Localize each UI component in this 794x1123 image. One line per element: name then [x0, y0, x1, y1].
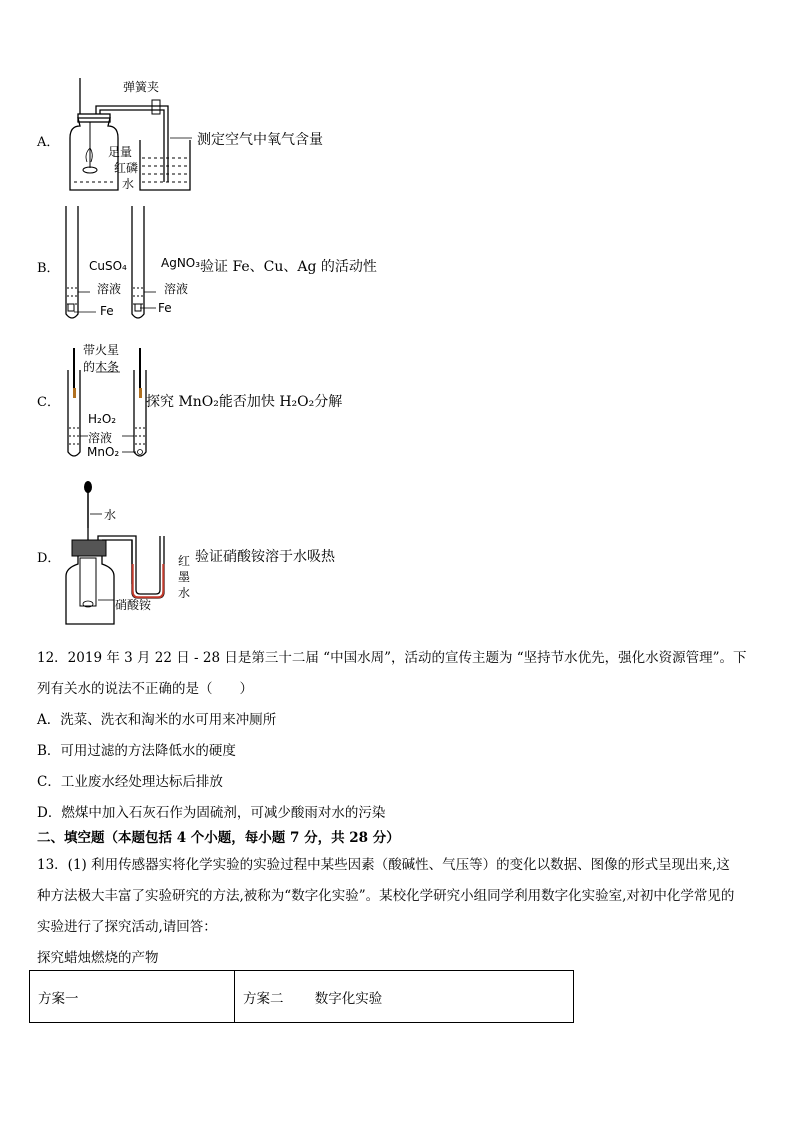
agno3-label: AgNO₃ — [161, 256, 201, 270]
q12-option-c: C．工业废水经处理达标后排放 — [37, 774, 223, 790]
q12-stem-line2: 列有关水的说法不正确的是（ ） — [37, 681, 253, 697]
spring-clip-label: 弹簧夹 — [123, 80, 160, 94]
water-label-d: 水 — [104, 508, 117, 522]
scheme-table — [29, 970, 574, 1023]
q12-option-d: D．燃煤中加入石灰石作为固硫剂，可减少酸雨对水的污染 — [37, 805, 386, 821]
cuso4-label: CuSO₄ — [89, 259, 127, 273]
q12-option-a: A．洗菜、洗衣和淘米的水可用来冲厕所 — [37, 712, 277, 728]
red-ink-label-3: 水 — [178, 586, 191, 600]
fe-label-2: Fe — [158, 301, 172, 315]
section-heading: 二、填空题（本题包括 4 个小题，每小题 7 分，共 28 分） — [37, 830, 400, 846]
red-ink-label-2: 墨 — [178, 570, 191, 584]
q13-line2: 种方法极大丰富了实验研究的方法,被称为“数字化实验”。某校化学研究小组同学利用数字化实验室,对初中化学常见的 — [37, 888, 735, 904]
q12-stem-line1: 12．2019 年 3 月 22 日 - 28 日是第三十二届 “中国水周”，活动的宣传主题为 “坚持节水优先，强化水资源管理”。下 — [37, 650, 747, 666]
phosphorus-label-1: 足量 — [108, 145, 133, 159]
fe-label-1: Fe — [100, 304, 114, 318]
q13-line3: 实验进行了探究活动,请回答： — [37, 919, 217, 935]
option-a-caption: 测定空气中氧气含量 — [197, 132, 323, 148]
splint-label-2: 的木条 — [83, 360, 120, 374]
phosphorus-label-2: 红磷 — [114, 161, 139, 175]
q12-option-b: B．可用过滤的方法降低水的硬度 — [37, 743, 236, 759]
q13-line1: 13．(1) 利用传感器实将化学实验的实验过程中某些因素（酸碱性、气压等）的变化以数据、图像的形式呈现出来,这 — [37, 857, 730, 873]
mno2-label: MnO₂ — [87, 445, 120, 459]
option-c-caption: 探究 MnO₂能否加快 H₂O₂分解 — [146, 394, 343, 410]
red-ink-label-1: 红 — [178, 554, 191, 568]
option-b-letter: B． — [37, 261, 60, 276]
scheme-two-cell: 方案二 数字化实验 — [235, 971, 574, 1023]
water-label-a: 水 — [122, 177, 135, 191]
solution-label-b1: 溶液 — [97, 282, 122, 296]
table-row — [30, 971, 574, 1023]
option-d-letter: D． — [37, 551, 61, 566]
scheme-one-cell: 方案一 — [30, 971, 235, 1023]
option-d-caption: 验证硝酸铵溶于水吸热 — [195, 549, 335, 565]
h2o2-label: H₂O₂ — [88, 412, 117, 426]
q13-explore-title: 探究蜡烛燃烧的产物 — [37, 950, 159, 966]
option-c-letter: C． — [37, 395, 60, 410]
solution-label-b2: 溶液 — [164, 282, 189, 296]
ammonium-nitrate-label: 硝酸铵 — [115, 598, 152, 612]
solution-label-c: 溶液 — [88, 431, 113, 445]
option-b-caption: 验证 Fe、Cu、Ag 的活动性 — [200, 259, 377, 275]
option-a-letter: A． — [37, 135, 60, 150]
splint-label-1: 带火星 — [83, 343, 120, 357]
